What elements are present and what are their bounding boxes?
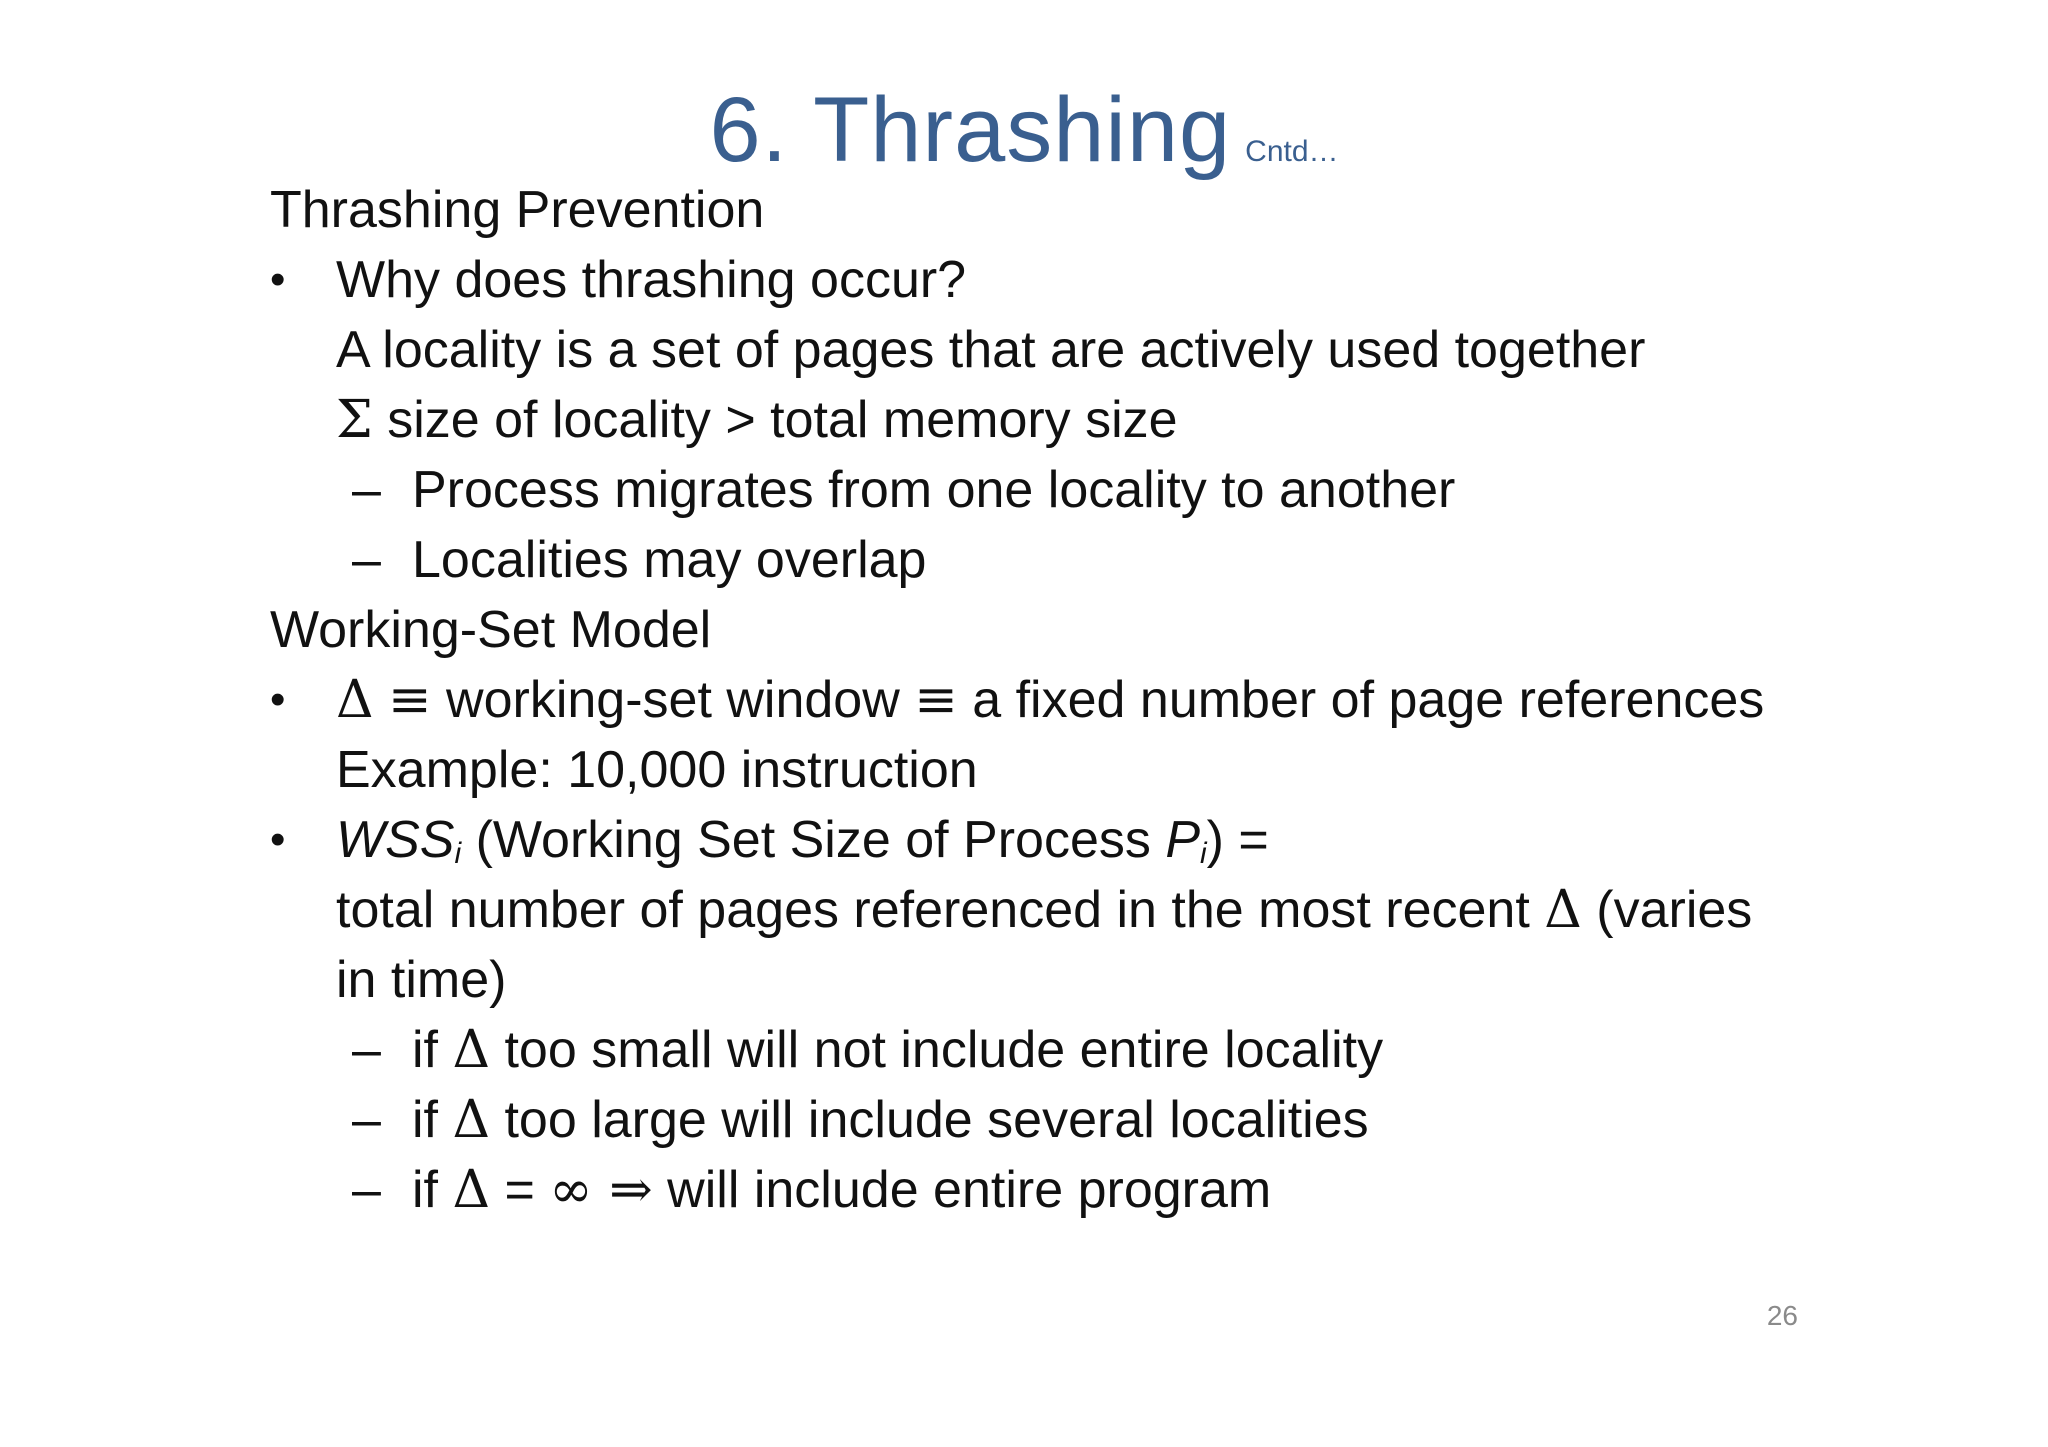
bullet-icon: • (270, 675, 286, 724)
equiv-symbol: ≡ (914, 670, 958, 730)
bullet-icon: • (270, 255, 286, 304)
sub-text: will include entire program (652, 1161, 1272, 1219)
delta-symbol: Δ (452, 1090, 491, 1150)
p-subscript: i (1200, 837, 1207, 870)
if-text: if (412, 1021, 453, 1079)
equiv-symbol: ≡ (388, 670, 432, 730)
wss-subscript: i (454, 837, 462, 870)
sum-text: size of locality > total memory size (372, 391, 1178, 449)
sub-bullet-text (412, 1020, 1383, 1080)
delta-symbol: Δ (336, 670, 374, 730)
page-number: 26 (1766, 1300, 1798, 1331)
sub-bullet-text: Localities may overlap (412, 531, 927, 589)
window-text: working-set window (431, 671, 915, 729)
body-text: A locality is a set of pages that are actively used together (336, 321, 1646, 379)
bullet-text: Why does thrashing occur? (336, 251, 967, 309)
total-text: total number of pages referenced in the most recent (336, 881, 1545, 939)
sigma-symbol: Σ (336, 390, 373, 450)
body-text-total (336, 880, 1752, 940)
dash-icon: – (352, 461, 381, 519)
sub-text: too large will include several localities (490, 1091, 1369, 1149)
dash-icon: – (352, 1161, 381, 1219)
title-sub: Cntd… (1245, 135, 1339, 168)
section-heading-thrashing-prevention: Thrashing Prevention (270, 181, 765, 239)
dash-icon: – (352, 1021, 381, 1079)
body-text-sum (336, 390, 1178, 450)
p-label: P (1165, 811, 1200, 869)
bullet-text-wss (336, 810, 1269, 870)
if-text: if (412, 1091, 453, 1149)
sub-bullet-text: Process migrates from one locality to another (412, 461, 1456, 519)
example-text: Example: 10,000 instruction (336, 741, 978, 799)
slide-title (0, 78, 2048, 183)
body-text-in-time: in time) (336, 951, 507, 1009)
sub-text: too small will not include entire locality (490, 1021, 1384, 1079)
wss-label: WSS (336, 811, 455, 869)
delta-symbol: Δ (1544, 880, 1582, 940)
bullet-text-window (336, 670, 1764, 730)
dash-icon: – (352, 531, 381, 589)
sub-bullet-text (412, 1160, 1271, 1220)
bullet-icon: • (270, 815, 286, 864)
section-heading-working-set-model: Working-Set Model (270, 601, 712, 659)
sub-bullet-text (412, 1090, 1369, 1150)
title-main: 6. Thrashing (709, 79, 1232, 181)
delta-symbol: Δ (452, 1160, 491, 1220)
wss-close: ) = (1206, 811, 1269, 869)
varies-text: (varies (1581, 881, 1753, 939)
delta-symbol: Δ (452, 1020, 491, 1080)
equals-text: = (490, 1161, 550, 1219)
dash-icon: – (352, 1091, 381, 1149)
infinity-symbol: ∞ (549, 1160, 593, 1220)
implies-arrow-icon: ⇒ (592, 1160, 653, 1220)
wss-paren-text: (Working Set Size of Process (461, 811, 1166, 869)
if-text: if (412, 1161, 453, 1219)
window-text-end: a fixed number of page references (957, 671, 1765, 729)
